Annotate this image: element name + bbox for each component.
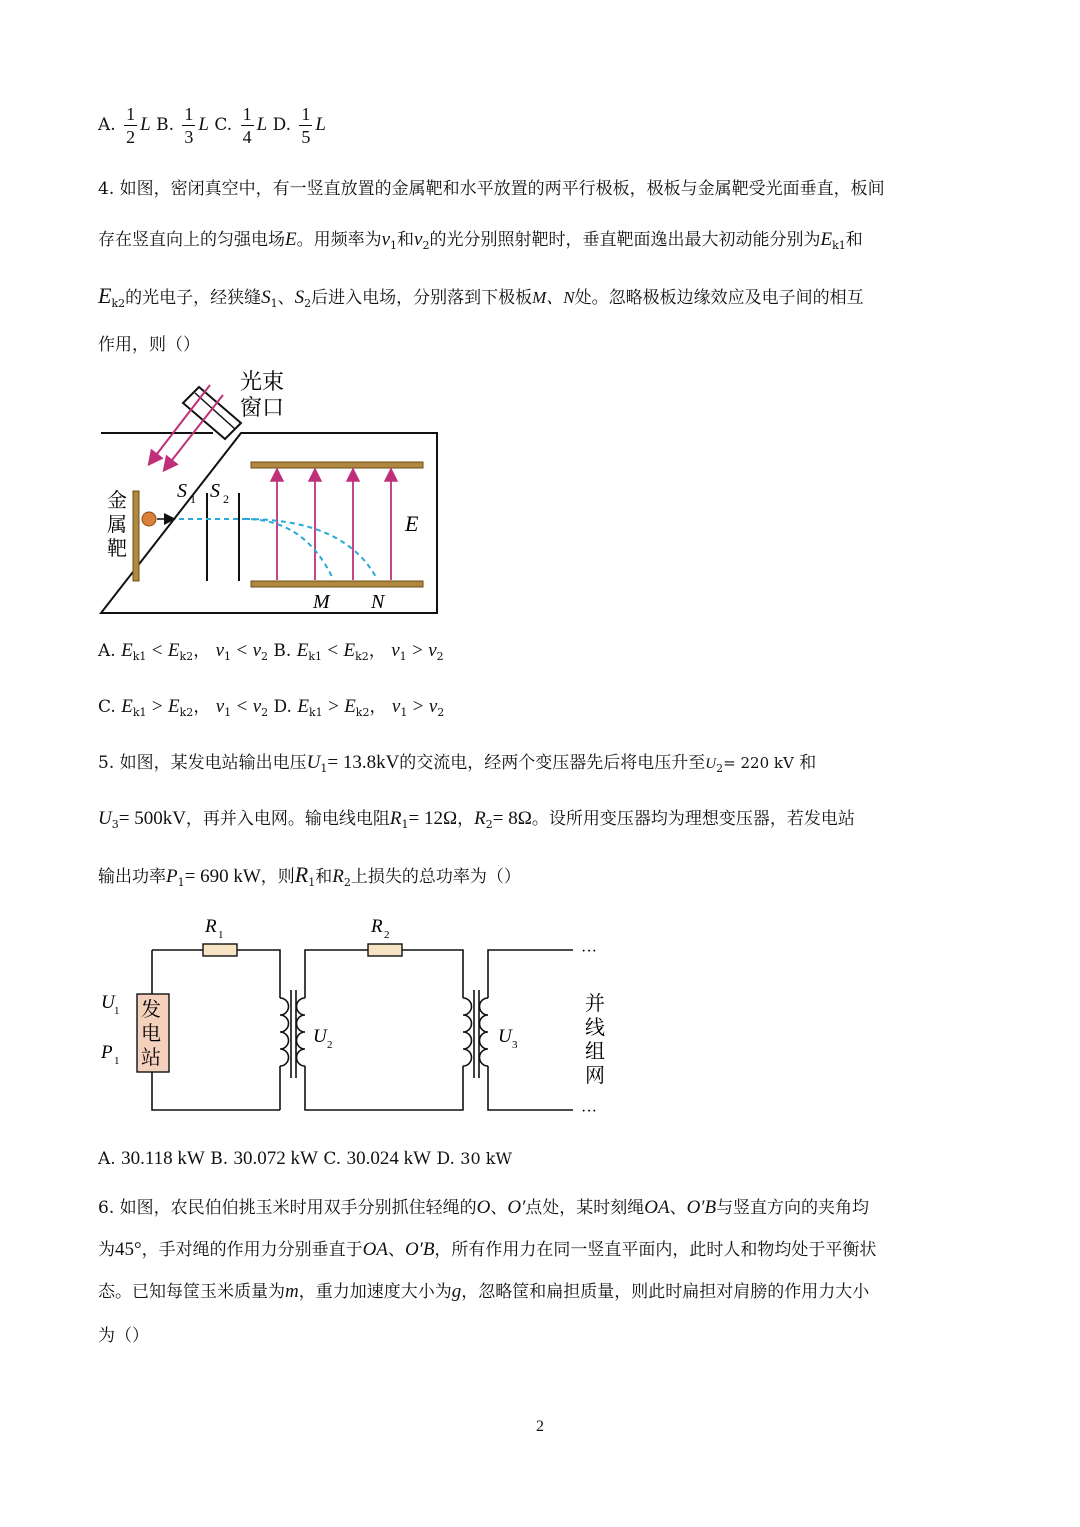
window-label-2: 窗口 bbox=[240, 395, 285, 420]
svg-text:3: 3 bbox=[512, 1039, 518, 1051]
q3-option-b-letter: B. bbox=[156, 115, 174, 135]
svg-text:R: R bbox=[371, 916, 383, 937]
page-number: 2 bbox=[536, 1418, 544, 1435]
q5-line-3: 输出功率$P_1= 690$ kW，则$R_1$和$R_2$上损失的总功率为（） bbox=[98, 862, 521, 889]
q4-line-3: $E_{k2}$的光电子，经狭缝$S_1$、$S_2$后进入电场，分别落到下极板M、N处。忽略极板边缘效应及电子间的相互 bbox=[98, 283, 864, 310]
svg-text:2: 2 bbox=[327, 1039, 333, 1051]
svg-text:电: 电 bbox=[141, 1023, 161, 1045]
q5-transmission-figure bbox=[95, 910, 615, 1125]
svg-text:N: N bbox=[371, 591, 385, 613]
q3-option-d-letter: D. bbox=[272, 115, 292, 135]
q3-options: A. $\frac{1}{2}$ L B. $\frac{1}{3}$ L C. $\frac{1}{4}$ L D. $\frac{1}{5}$ L bbox=[98, 104, 326, 147]
svg-text:R: R bbox=[205, 916, 217, 937]
q3-option-c-fraction: $\frac{1}{4}$ bbox=[242, 104, 252, 147]
svg-text:组: 组 bbox=[585, 1041, 605, 1063]
window-frame bbox=[183, 387, 241, 439]
resistor-r2 bbox=[368, 944, 402, 956]
svg-text:M: M bbox=[313, 591, 330, 613]
svg-text:U: U bbox=[313, 1026, 327, 1047]
svg-text:1: 1 bbox=[114, 1005, 120, 1017]
svg-text:1: 1 bbox=[190, 492, 196, 506]
svg-text:2: 2 bbox=[223, 492, 229, 506]
svg-text:···: ··· bbox=[581, 1103, 597, 1120]
transformer-1-secondary bbox=[297, 998, 306, 1066]
q6-line-1: 6. 如图，农民伯伯挑玉米时用双手分别抓住轻绳的O、O′点处，某时刻绳OA、O′B与竖直方向的夹角均 bbox=[98, 1197, 870, 1218]
q6-line-4: 为（） bbox=[98, 1326, 149, 1346]
svg-text:U: U bbox=[101, 992, 115, 1013]
lower-plate bbox=[251, 581, 423, 587]
svg-text:1: 1 bbox=[218, 929, 224, 941]
svg-text:并: 并 bbox=[585, 993, 605, 1015]
svg-text:P: P bbox=[101, 1042, 113, 1063]
q5-line-1: 5. 如图，某发电站输出电压$U_1= 13.8kV$的交流电，经两个变压器先后将电压升至$U_2= 220$ kV 和 bbox=[98, 752, 817, 775]
q3-option-c-letter: C. bbox=[214, 115, 233, 135]
q6-line-2: 为45°，手对绳的作用力分别垂直于OA、O′B，所有作用力在同一竖直平面内，此时人和物均处于平衡状 bbox=[98, 1239, 877, 1260]
q3-option-d-fraction: $\frac{1}{5}$ bbox=[301, 104, 311, 147]
svg-text:S: S bbox=[177, 480, 187, 502]
q4-line-1: 4. 如图，密闭真空中，有一竖直放置的金属靶和水平放置的两平行极板，极板与金属靶受光面垂直，板间 bbox=[98, 179, 885, 199]
svg-text:发: 发 bbox=[141, 999, 161, 1021]
electron-emitter bbox=[142, 512, 156, 526]
svg-text:属: 属 bbox=[107, 514, 127, 536]
q3-option-a-letter: A. bbox=[98, 115, 116, 135]
q5-options: A. 30.118 kW B. 30.072 kW C. 30.024 kW D. 30 kW bbox=[98, 1148, 512, 1169]
svg-text:···: ··· bbox=[581, 943, 597, 960]
svg-text:金: 金 bbox=[107, 490, 127, 512]
svg-text:线: 线 bbox=[585, 1017, 605, 1039]
q4-options-cd: C. $E_{k1} > E_{k2}$， $\nu_1 < \nu_2$ D. $E_{k1} > E_{k2}$， $\nu_1 > \nu_2$ bbox=[98, 696, 445, 719]
upper-plate bbox=[251, 462, 423, 468]
svg-text:站: 站 bbox=[141, 1047, 161, 1069]
svg-text:E: E bbox=[405, 511, 419, 536]
svg-text:S: S bbox=[210, 480, 220, 502]
q4-options-ab: A. $E_{k1} < E_{k2}$， $\nu_1 < \nu_2$ B. $E_{k1} < E_{k2}$， $\nu_1 > \nu_2$ bbox=[98, 640, 444, 663]
q4-line-2: 存在竖直向上的匀强电场E。用频率为$\nu_1$和$\nu_2$的光分别照射靶时，垂直靶面逸出最大初动能分别为$E_{k1}$和 bbox=[98, 229, 863, 252]
transformer-2-secondary bbox=[480, 998, 489, 1066]
q4-photoelectric-figure bbox=[95, 365, 445, 620]
q4-line-4: 作用，则（） bbox=[98, 335, 200, 355]
q6-line-3: 态。已知每筐玉米质量为m，重力加速度大小为g，忽略筐和扁担质量，则此时扁担对肩膀的作用力大小 bbox=[98, 1281, 870, 1302]
q3-option-b-fraction: $\frac{1}{3}$ bbox=[184, 104, 194, 147]
trajectory-n bbox=[245, 519, 377, 579]
metal-target bbox=[133, 491, 139, 581]
svg-text:1: 1 bbox=[114, 1055, 120, 1067]
transformer-1-primary bbox=[280, 998, 289, 1066]
resistor-r1 bbox=[203, 944, 237, 956]
q5-line-2: $U_3= 500kV$，再并入电网。输电线电阻$R_1= 12\Omega$，$R_2= 8\Omega$。设所用变压器均为理想变压器，若发电站 bbox=[98, 808, 855, 831]
q3-option-a-fraction: $\frac{1}{2}$ bbox=[126, 104, 136, 147]
transformer-2-primary bbox=[463, 998, 472, 1066]
svg-text:U: U bbox=[498, 1026, 512, 1047]
svg-text:靶: 靶 bbox=[107, 538, 127, 560]
svg-text:2: 2 bbox=[384, 929, 390, 941]
window-label-1: 光束 bbox=[240, 369, 285, 394]
svg-text:网: 网 bbox=[585, 1065, 605, 1087]
